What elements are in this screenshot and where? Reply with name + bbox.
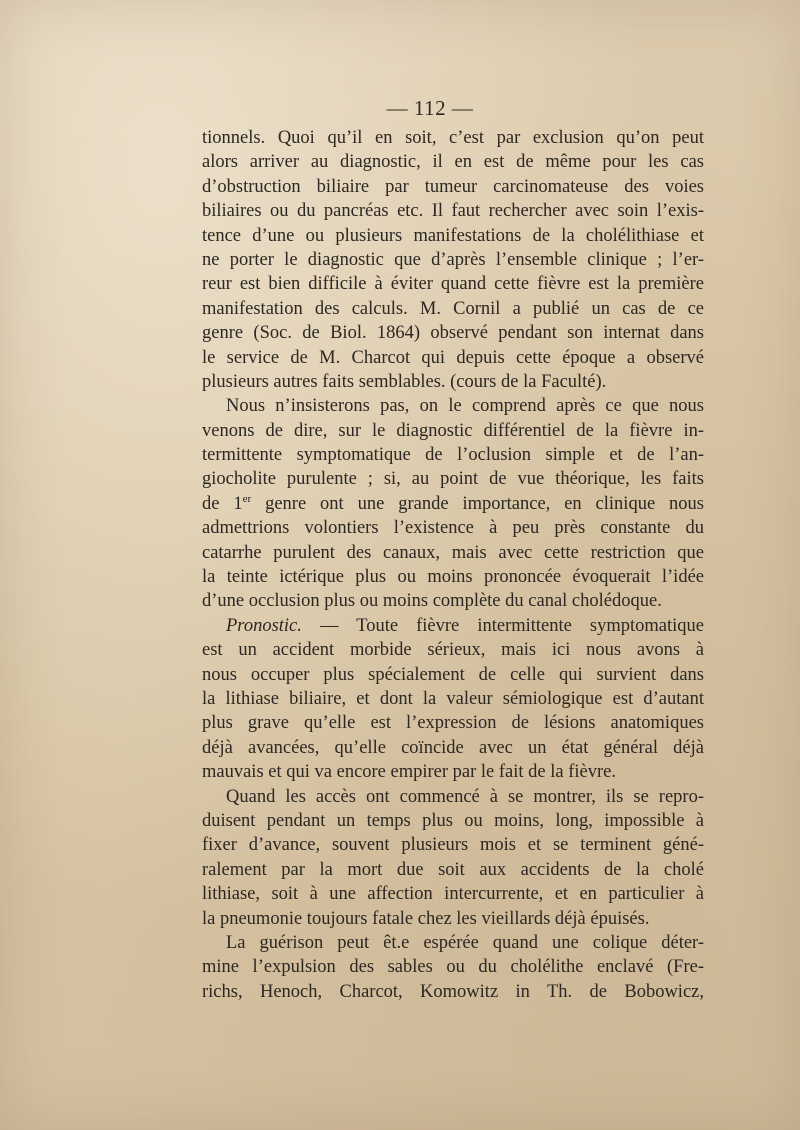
text-line: mauvais et qui va encore empirer par le fait de la fièvre. (202, 762, 616, 783)
text-line: giocholite purulente ; si, au point de vue théorique, les faits (202, 469, 704, 490)
page-number-header: — 112 — (386, 96, 474, 120)
text-line: manifestation des calculs. M. Cornil a publié un cas de ce (202, 298, 704, 319)
section-heading-text: — Toute fièvre intermittente symptomatique (301, 615, 704, 636)
text-line: termittente symptomatique de l’oclusion simple et de l’an- (202, 445, 704, 466)
text-line: catarrhe purulent des canaux, mais avec cette restriction que (202, 542, 704, 563)
text-line: duisent pendant un temps plus ou moins, long, impossible à (202, 810, 704, 831)
text-line: reur est bien difficile à éviter quand cette fièvre est la première (202, 274, 704, 295)
line-text-after-sup: genre ont une grande importance, en clinique nous (251, 493, 705, 514)
text-line: déjà avancées, qu’elle coïncide avec un état général déjà (202, 737, 704, 758)
paragraph-start-line: Quand les accès ont commencé à se montrer, ils se repro- (226, 786, 704, 807)
text-line: le service de M. Charcot qui depuis cette époque a observé (202, 347, 704, 368)
text-line: mine l’expulsion des sables ou du cholélithe enclavé (Fre- (202, 957, 704, 978)
text-line: venons de dire, sur le diagnostic différentiel de la fièvre in- (202, 420, 704, 441)
line-text-before-sup: de 1 (202, 493, 243, 514)
text-line: la lithiase biliaire, et dont la valeur sémiologique est d’autant (202, 688, 704, 709)
text-line: lithiase, soit à une affection intercurrente, et en particulier à (202, 884, 704, 905)
ordinal-superscript: er (242, 492, 252, 505)
text-line: d’obstruction biliaire par tumeur carcinomateuse des voies (202, 176, 704, 197)
body-text (202, 126, 704, 1004)
text-line: la pneumonie toujours fatale chez les vieillards déjà épuisés. (202, 908, 650, 929)
text-line: ralement par la mort due soit aux accidents de la cholé (202, 859, 704, 880)
text-line: richs, Henoch, Charcot, Komowitz in Th. de Bobowicz, (202, 981, 704, 1002)
text-line: la teinte ictérique plus ou moins prononcée évoquerait l’idée (202, 567, 704, 588)
text-line: d’une occlusion plus ou moins complète du canal cholédoque. (202, 591, 662, 612)
text-line: est un accident morbide sérieux, mais ici nous avons à (202, 640, 704, 661)
paragraph-start-line: La guérison peut êt.e espérée quand une colique déter- (226, 932, 704, 953)
text-line: biliaires ou du pancréas etc. Il faut rechercher avec soin l’exis- (202, 201, 704, 222)
section-heading-line (202, 614, 704, 638)
text-line-with-superscript (202, 492, 704, 516)
text-line: tionnels. Quoi qu’il en soit, c’est par exclusion qu’on peut (202, 128, 704, 148)
text-line: fixer d’avance, souvent plusieurs mois et se terminent géné- (202, 835, 704, 856)
text-line: genre (Soc. de Biol. 1864) observé pendant son internat dans (202, 323, 704, 344)
text-line: nous occuper plus spécialement de celle qui survient dans (202, 664, 704, 685)
paragraph-start-line: Nous n’insisterons pas, on le comprend après ce que nous (226, 396, 704, 417)
text-line: tence d’une ou plusieurs manifestations de la cholélithiase et (202, 225, 704, 246)
text-line: alors arriver au diagnostic, il en est de même pour les cas (202, 152, 704, 173)
text-line: admettrions volontiers l’existence à peu près constante du (202, 518, 704, 539)
text-line: plusieurs autres faits semblables. (cours de la Faculté). (202, 371, 607, 392)
text-line: ne porter le diagnostic que d’après l’ensemble clinique ; l’er- (202, 249, 704, 270)
text-line: plus grave qu’elle est l’expression de lésions anatomiques (202, 713, 704, 734)
section-heading-pronostic: Pronostic. (226, 615, 302, 636)
